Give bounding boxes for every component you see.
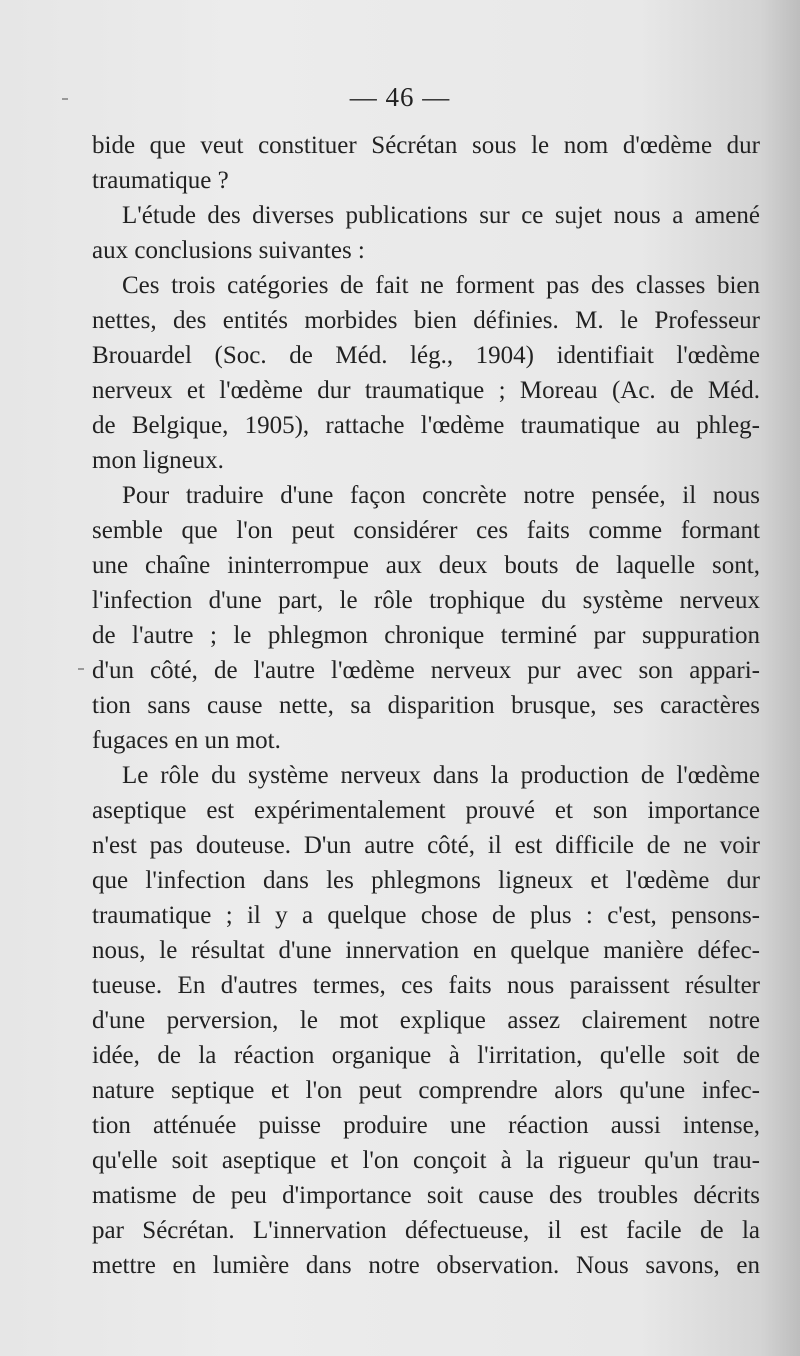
text-line: tion atténuée puisse produire une réaction aussi intense,: [92, 1112, 760, 1139]
text-line: Ces trois catégories de fait ne forment pas des classes bien: [122, 272, 760, 299]
body-text: [92, 128, 760, 1283]
text-line: bide que veut constituer Sécrétan sous le nom d'œdème dur: [92, 132, 760, 159]
text-line: semble que l'on peut considérer ces faits comme formant: [92, 517, 760, 544]
margin-mark: [62, 98, 68, 100]
text-line: nerveux et l'œdème dur traumatique ; Moreau (Ac. de Méd.: [92, 377, 760, 404]
text-line: d'un côté, de l'autre l'œdème nerveux pur avec son appari-: [92, 657, 760, 684]
text-line: matisme de peu d'importance soit cause des troubles décrits: [92, 1182, 760, 1209]
text-line: n'est pas douteuse. D'un autre côté, il est difficile de ne voir: [92, 832, 760, 859]
text-line: fugaces en un mot.: [92, 727, 281, 754]
text-line: nature septique et l'on peut comprendre alors qu'une infec-: [92, 1077, 760, 1104]
text-line: traumatique ?: [92, 167, 229, 194]
text-line: L'étude des diverses publications sur ce sujet nous a amené: [122, 202, 760, 229]
text-line: qu'elle soit aseptique et l'on conçoit à la rigueur qu'un trau-: [92, 1147, 760, 1174]
text-line: l'infection d'une part, le rôle trophique du système nerveux: [92, 587, 760, 614]
text-line: que l'infection dans les phlegmons ligneux et l'œdème dur: [92, 867, 760, 894]
text-line: idée, de la réaction organique à l'irritation, qu'elle soit de: [92, 1042, 760, 1069]
text-line: Brouardel (Soc. de Méd. lég., 1904) identifiait l'œdème: [92, 342, 760, 369]
text-line: de Belgique, 1905), rattache l'œdème traumatique au phleg-: [92, 412, 760, 439]
text-line: Pour traduire d'une façon concrète notre pensée, il nous: [122, 482, 760, 509]
margin-mark: [78, 668, 84, 670]
text-line: tion sans cause nette, sa disparition brusque, ses caractères: [92, 692, 760, 719]
text-line: mettre en lumière dans notre observation. Nous savons, en: [92, 1252, 760, 1279]
text-line: Le rôle du système nerveux dans la production de l'œdème: [122, 762, 760, 789]
text-line: tueuse. En d'autres termes, ces faits nous paraissent résulter: [92, 972, 760, 999]
page-number: — 46 —: [349, 82, 451, 112]
text-line: par Sécrétan. L'innervation défectueuse, il est facile de la: [92, 1217, 760, 1244]
text-line: d'une perversion, le mot explique assez clairement notre: [92, 1007, 760, 1034]
text-line: aux conclusions suivantes :: [92, 237, 365, 264]
text-line: traumatique ; il y a quelque chose de plus : c'est, pensons-: [92, 902, 760, 929]
text-line: nous, le résultat d'une innervation en quelque manière défec-: [92, 937, 760, 964]
text-line: de l'autre ; le phlegmon chronique terminé par suppuration: [92, 622, 760, 649]
text-line: mon ligneux.: [92, 447, 224, 474]
text-line: nettes, des entités morbides bien définies. M. le Professeur: [92, 307, 760, 334]
text-line: aseptique est expérimentalement prouvé et son importance: [92, 797, 760, 824]
text-line: une chaîne ininterrompue aux deux bouts de laquelle sont,: [92, 552, 760, 579]
